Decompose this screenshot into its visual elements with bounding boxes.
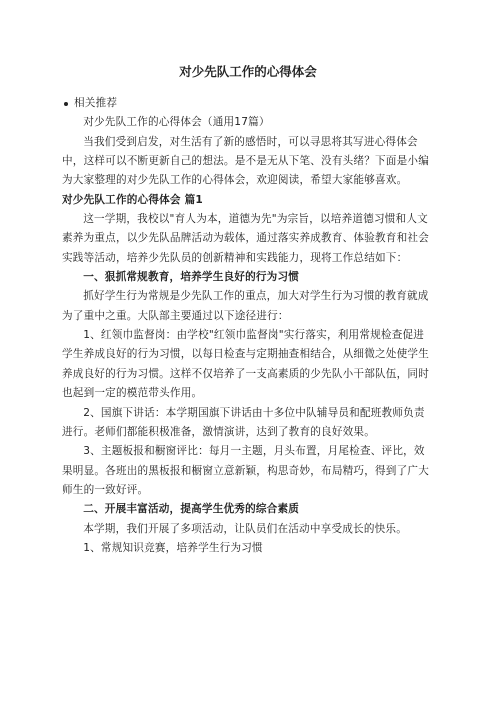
- paragraph-1: 这一学期，我校以"育人为本，道德为先"为宗旨，以培养道德习惯和人文素养为重点，以少先队品牌活动为载体，通过落实养成教育、体验教育和社会实践等活动，培养少先队员的创新精神和实践能力，现将工作总结如下：: [62, 213, 429, 264]
- article-heading: 对少先队工作的心得体会 篇1: [62, 193, 203, 206]
- section-heading-2: 二、开展丰富活动，提高学生优秀的综合素质: [83, 503, 300, 516]
- list-item-2: 2、国旗下讲话：本学期国旗下讲话由十多位中队辅导员和配班教师负责进行。老师们都能积极准备，激情演讲，达到了教育的良好效果。: [62, 406, 425, 438]
- list-item-1: 1、红领巾监督岗：由学校"红领巾监督岗"实行落实，利用常规检查促进学生养成良好的行为习惯，以每日检查与定期抽查相结合，从细微之处使学生养成良好的行为习惯。这样不仅培养了一支高素质的少先队小干部队伍，同时也起到一定的模范带头作用。: [62, 329, 429, 400]
- bullet-icon: [64, 102, 68, 106]
- list-item-3: 3、主题板报和橱窗评比：每月一主题，月头布置，月尾检查、评比，效果明显。各班出的黑板报和橱窗立意新颖，构思奇妙，布局精巧，得到了广大师生的一致好评。: [62, 445, 429, 496]
- page-title: 对少先队工作的心得体会: [179, 64, 317, 79]
- related-label: 相关推荐: [74, 97, 118, 109]
- related-recommendations[interactable]: [62, 94, 434, 113]
- section-heading-1: 一、狠抓常规教育，培养学生良好的行为习惯: [83, 271, 300, 284]
- intro-paragraph: 当我们受到启发，对生活有了新的感悟时，可以寻思将其写进心得体会中，这样可以不断更新自己的想法。是不是无从下笔、没有头绪？下面是小编为大家整理的对少先队工作的心得体会，欢迎阅读，希望大家能够喜欢。: [62, 135, 429, 187]
- subtitle-line: 对少先队工作的心得体会（通用17篇）: [83, 116, 270, 129]
- paragraph-2: 抓好学生行为常规是少先队工作的重点，加大对学生行为习惯的教育就成为了重中之重。大队部主要通过以下途径进行：: [62, 290, 429, 322]
- list-item-4: 1、常规知识竞赛，培养学生行为习惯: [83, 541, 263, 554]
- document-body: [62, 94, 434, 558]
- paragraph-3: 本学期，我们开展了多项活动，让队员们在活动中享受成长的快乐。: [83, 522, 407, 535]
